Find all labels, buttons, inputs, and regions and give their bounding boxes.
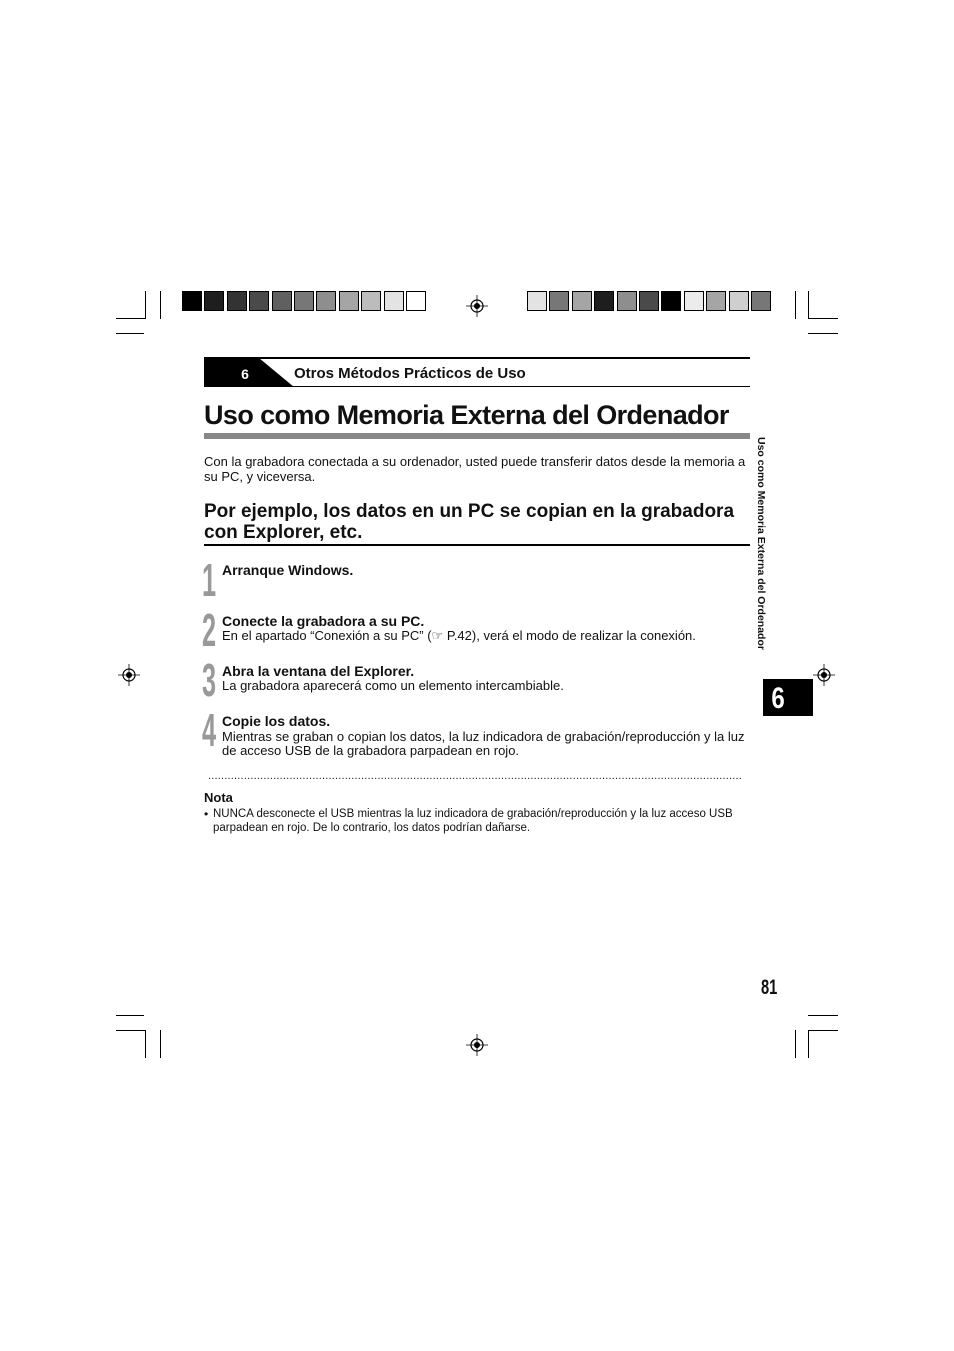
registration-mark-icon <box>466 1034 488 1056</box>
color-swatch <box>249 291 269 311</box>
color-swatch <box>182 291 202 311</box>
registration-mark-icon <box>118 664 140 686</box>
color-swatch <box>406 291 426 311</box>
color-swatch <box>384 291 404 311</box>
step-body: La grabadora aparecerá como un elemento intercambiable. <box>222 678 564 693</box>
section-heading-rule <box>204 544 750 546</box>
step-number: 1 <box>202 554 217 606</box>
color-swatch <box>706 291 726 311</box>
chapter-tab <box>763 679 813 716</box>
section-heading: Por ejemplo, los datos en un PC se copian en la grabadora con Explorer, etc. <box>204 501 735 543</box>
step-number: 2 <box>202 604 217 656</box>
step-body: En el apartado “Conexión a su PC” (☞ P.42), verá el modo de realizar la conexión. <box>222 628 696 643</box>
note-bullet: • <box>204 807 209 821</box>
color-swatch <box>639 291 659 311</box>
color-swatch <box>339 291 359 311</box>
step-body: Mientras se graban o copian los datos, la luz indicadora de grabación/reproducción y la luz de acceso USB de la grabadora parpadean en rojo. <box>222 729 745 758</box>
color-swatch <box>617 291 637 311</box>
color-swatch <box>572 291 592 311</box>
step-number: 3 <box>202 654 217 706</box>
note-text: NUNCA desconecte el USB mientras la luz indicadora de grabación/reproducción y la luz acceso USB parpadean en rojo. De lo contrario, los datos podrían dañarse. <box>213 808 733 834</box>
color-swatch <box>729 291 749 311</box>
page-number: 81 <box>761 976 778 999</box>
color-swatch <box>549 291 569 311</box>
step-number: 4 <box>202 704 217 756</box>
color-swatch <box>684 291 704 311</box>
color-swatch <box>204 291 224 311</box>
step-title: Copie los datos. <box>222 713 331 729</box>
step-title: Abra la ventana del Explorer. <box>222 663 415 679</box>
chapter-number: 6 <box>241 366 249 382</box>
color-swatch <box>316 291 336 311</box>
color-swatch <box>594 291 614 311</box>
chapter-title: Otros Métodos Prácticos de Uso <box>294 365 526 382</box>
page-title: Uso como Memoria Externa del Ordenador <box>204 400 729 430</box>
color-swatch <box>227 291 247 311</box>
color-swatch <box>361 291 381 311</box>
color-swatch <box>272 291 292 311</box>
chapter-tab-number: 6 <box>771 682 785 715</box>
color-swatch <box>294 291 314 311</box>
color-swatch <box>751 291 771 311</box>
registration-mark-icon <box>466 295 488 317</box>
color-swatch <box>661 291 681 311</box>
registration-mark-icon <box>813 664 835 686</box>
intro-paragraph: Con la grabadora conectada a su ordenador, usted puede transferir datos desde la memoria a su PC, y viceversa. <box>204 454 746 484</box>
step-title: Conecte la grabadora a su PC. <box>222 613 425 629</box>
step-title: Arranque Windows. <box>222 562 354 578</box>
note-label: Nota <box>204 790 233 805</box>
side-chapter-label <box>755 437 783 677</box>
title-underline <box>204 433 750 439</box>
dotted-divider: .................................................................................................................................................................... <box>208 770 743 782</box>
side-chapter-label-text: Uso como Memoria Externa del Ordenador <box>755 437 767 650</box>
color-swatch <box>527 291 547 311</box>
